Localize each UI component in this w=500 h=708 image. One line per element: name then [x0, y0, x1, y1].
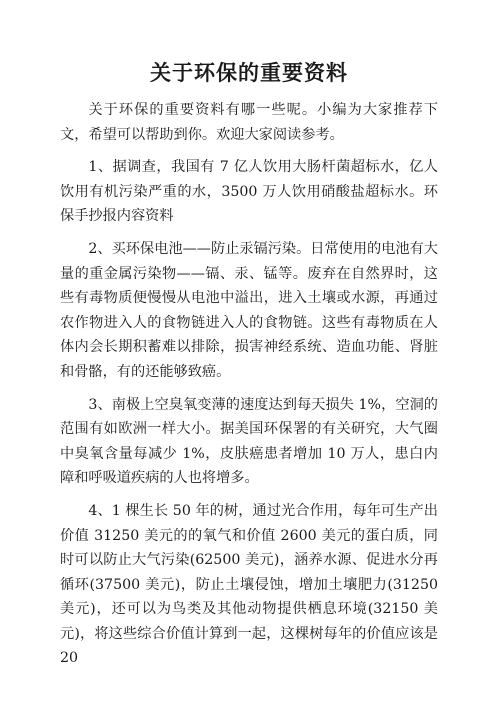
paragraph-2: 2、买环保电池——防止汞镉污染。日常使用的电池有大量的重金属污染物——镉、汞、锰等。废弃在自然界时，这些有毒物质便慢慢从电池中溢出，进入土壤或水源，再通过农作物进入人的食物链进入人的食物链。这些有毒物质在人体内会长期积蓄难以排除，损害神经系统、造血功能、肾脏和骨骼，有的还能够致癌。 [60, 240, 438, 380]
paragraph-4: 4、1 棵生长 50 年的树，通过光合作用，每年可生产出价值 31250 美元的的氧气和价值 2600 美元的蛋白质，同时可以防止大气污染(62500 美元)，涵养水源、促进水分再循环(37500 美元)，防止土壤侵蚀，增加土壤肥力(31250 美元)，还可以为鸟类及其他动物提供栖息环境(32150 美元)，将这些综合价值计算到一起，这棵树每年的价值应该是 20 [60, 502, 438, 667]
document-title: 关于环保的重要资料 [150, 60, 348, 85]
document-page [60, 58, 438, 679]
paragraph-3: 3、南极上空臭氧变薄的速度达到每天损失 1%，空洞的范围有如欧洲一样大小。据美国环保署的有关研究，大气圈中臭氧含量每减少 1%，皮肤癌患者增加 10 万人，患白内障和呼吸道疾病的人也将增多。 [60, 396, 438, 487]
intro-paragraph: 关于环保的重要资料有哪一些呢。小编为大家推荐下文，希望可以帮助到你。欢迎大家阅读参考。 [60, 102, 438, 143]
paragraph-1: 1、据调查，我国有 7 亿人饮用大肠杆菌超标水，亿人饮用有机污染严重的水，3500 万人饮用硝酸盐超标水。环保手抄报内容资料 [60, 159, 438, 225]
